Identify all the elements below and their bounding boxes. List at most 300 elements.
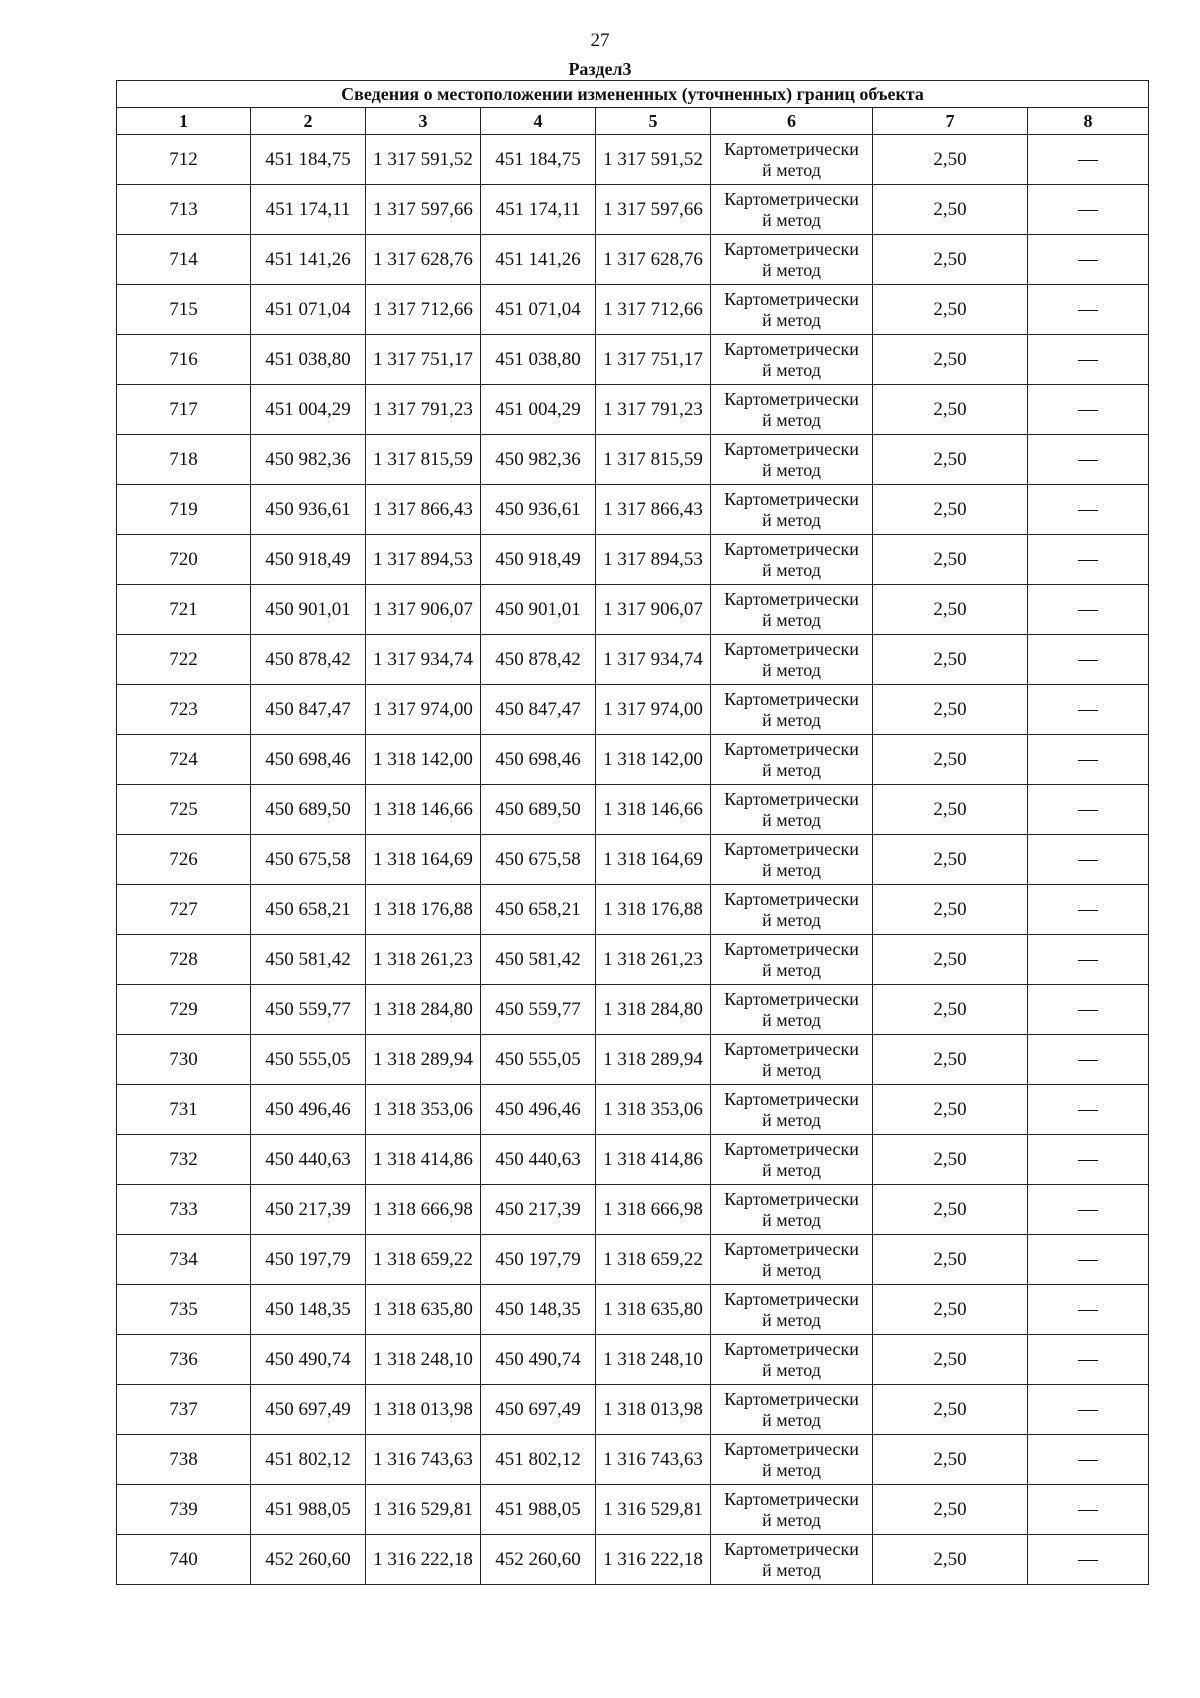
point-number-cell: 728 — [117, 935, 251, 985]
x-existing-cell: 450 148,35 — [251, 1285, 366, 1335]
method-cell — [711, 1285, 873, 1335]
method-line-1: Картометрически — [724, 788, 859, 809]
x-existing-cell: 450 878,42 — [251, 635, 366, 685]
description-cell: — — [1028, 935, 1149, 985]
method-line-2: й метод — [762, 459, 821, 480]
y-existing-cell: 1 317 628,76 — [366, 235, 481, 285]
method-cell — [711, 135, 873, 185]
method-cell — [711, 335, 873, 385]
y-refined-cell: 1 317 751,17 — [596, 335, 711, 385]
point-number-cell: 730 — [117, 1035, 251, 1085]
x-existing-cell: 450 918,49 — [251, 535, 366, 585]
table-title: Сведения о местоположении измененных (уточненных) границ объекта — [117, 81, 1149, 108]
point-number-cell: 737 — [117, 1385, 251, 1435]
description-cell: — — [1028, 235, 1149, 285]
method-line-2: й метод — [762, 159, 821, 180]
method-line-2: й метод — [762, 1209, 821, 1230]
x-existing-cell: 450 698,46 — [251, 735, 366, 785]
y-refined-cell: 1 317 591,52 — [596, 135, 711, 185]
y-refined-cell: 1 318 146,66 — [596, 785, 711, 835]
table-row — [117, 1135, 1149, 1185]
table-row — [117, 185, 1149, 235]
accuracy-cell: 2,50 — [873, 785, 1028, 835]
x-refined-cell: 451 184,75 — [481, 135, 596, 185]
x-refined-cell: 450 936,61 — [481, 485, 596, 535]
y-existing-cell: 1 318 284,80 — [366, 985, 481, 1035]
method-line-2: й метод — [762, 1059, 821, 1080]
accuracy-cell: 2,50 — [873, 385, 1028, 435]
coordinates-table — [116, 80, 1149, 1585]
method-line-2: й метод — [762, 859, 821, 880]
method-line-2: й метод — [762, 409, 821, 430]
method-cell — [711, 1485, 873, 1535]
description-cell: — — [1028, 385, 1149, 435]
y-existing-cell: 1 318 164,69 — [366, 835, 481, 885]
x-refined-cell: 450 697,49 — [481, 1385, 596, 1435]
table-row — [117, 685, 1149, 735]
x-existing-cell: 451 184,75 — [251, 135, 366, 185]
method-line-2: й метод — [762, 909, 821, 930]
description-cell: — — [1028, 785, 1149, 835]
y-refined-cell: 1 317 791,23 — [596, 385, 711, 435]
table-row — [117, 1085, 1149, 1135]
y-refined-cell: 1 318 353,06 — [596, 1085, 711, 1135]
x-existing-cell: 450 936,61 — [251, 485, 366, 535]
method-cell — [711, 1235, 873, 1285]
x-existing-cell: 450 675,58 — [251, 835, 366, 885]
y-refined-cell: 1 317 894,53 — [596, 535, 711, 585]
y-refined-cell: 1 318 289,94 — [596, 1035, 711, 1085]
method-line-2: й метод — [762, 809, 821, 830]
point-number-cell: 736 — [117, 1335, 251, 1385]
description-cell: — — [1028, 585, 1149, 635]
y-existing-cell: 1 318 414,86 — [366, 1135, 481, 1185]
method-cell — [711, 285, 873, 335]
point-number-cell: 729 — [117, 985, 251, 1035]
y-refined-cell: 1 318 261,23 — [596, 935, 711, 985]
point-number-cell: 738 — [117, 1435, 251, 1485]
x-existing-cell: 451 141,26 — [251, 235, 366, 285]
table-row — [117, 135, 1149, 185]
table-row — [117, 1435, 1149, 1485]
table-row — [117, 1035, 1149, 1085]
point-number-cell: 727 — [117, 885, 251, 935]
method-cell — [711, 1085, 873, 1135]
y-refined-cell: 1 317 974,00 — [596, 685, 711, 735]
x-existing-cell: 451 174,11 — [251, 185, 366, 235]
point-number-cell: 720 — [117, 535, 251, 585]
y-existing-cell: 1 318 142,00 — [366, 735, 481, 785]
x-existing-cell: 450 490,74 — [251, 1335, 366, 1385]
description-cell: — — [1028, 1485, 1149, 1535]
y-existing-cell: 1 316 529,81 — [366, 1485, 481, 1535]
description-cell: — — [1028, 1085, 1149, 1135]
description-cell: — — [1028, 1385, 1149, 1435]
method-line-2: й метод — [762, 1259, 821, 1280]
y-existing-cell: 1 318 353,06 — [366, 1085, 481, 1135]
point-number-cell: 740 — [117, 1535, 251, 1585]
point-number-cell: 722 — [117, 635, 251, 685]
y-existing-cell: 1 318 289,94 — [366, 1035, 481, 1085]
x-existing-cell: 450 197,79 — [251, 1235, 366, 1285]
description-cell: — — [1028, 735, 1149, 785]
accuracy-cell: 2,50 — [873, 285, 1028, 335]
description-cell: — — [1028, 1135, 1149, 1185]
point-number-cell: 733 — [117, 1185, 251, 1235]
method-line-1: Картометрически — [724, 1288, 859, 1309]
x-existing-cell: 451 071,04 — [251, 285, 366, 335]
method-line-1: Картометрически — [724, 238, 859, 259]
y-existing-cell: 1 317 751,17 — [366, 335, 481, 385]
method-cell — [711, 935, 873, 985]
y-refined-cell: 1 318 635,80 — [596, 1285, 711, 1335]
accuracy-cell: 2,50 — [873, 1235, 1028, 1285]
table-row — [117, 985, 1149, 1035]
table-row — [117, 235, 1149, 285]
accuracy-cell: 2,50 — [873, 685, 1028, 735]
x-existing-cell: 451 038,80 — [251, 335, 366, 385]
description-cell: — — [1028, 885, 1149, 935]
column-number: 5 — [596, 108, 711, 135]
point-number-cell: 713 — [117, 185, 251, 235]
column-number: 6 — [711, 108, 873, 135]
point-number-cell: 716 — [117, 335, 251, 385]
method-line-1: Картометрически — [724, 838, 859, 859]
y-refined-cell: 1 318 248,10 — [596, 1335, 711, 1385]
x-refined-cell: 451 071,04 — [481, 285, 596, 335]
table-row — [117, 435, 1149, 485]
description-cell: — — [1028, 1185, 1149, 1235]
x-refined-cell: 450 555,05 — [481, 1035, 596, 1085]
accuracy-cell: 2,50 — [873, 135, 1028, 185]
method-cell — [711, 535, 873, 585]
y-existing-cell: 1 318 013,98 — [366, 1385, 481, 1435]
accuracy-cell: 2,50 — [873, 485, 1028, 535]
accuracy-cell: 2,50 — [873, 435, 1028, 485]
x-existing-cell: 450 847,47 — [251, 685, 366, 735]
column-number: 8 — [1028, 108, 1149, 135]
accuracy-cell: 2,50 — [873, 1435, 1028, 1485]
x-existing-cell: 452 260,60 — [251, 1535, 366, 1585]
method-line-1: Картометрически — [724, 488, 859, 509]
description-cell: — — [1028, 1035, 1149, 1085]
x-refined-cell: 450 675,58 — [481, 835, 596, 885]
table-row — [117, 1385, 1149, 1435]
x-existing-cell: 450 697,49 — [251, 1385, 366, 1435]
method-cell — [711, 735, 873, 785]
y-existing-cell: 1 317 791,23 — [366, 385, 481, 435]
x-refined-cell: 450 918,49 — [481, 535, 596, 585]
method-cell — [711, 385, 873, 435]
point-number-cell: 719 — [117, 485, 251, 535]
x-refined-cell: 450 559,77 — [481, 985, 596, 1035]
method-line-1: Картометрически — [724, 1388, 859, 1409]
accuracy-cell: 2,50 — [873, 835, 1028, 885]
y-existing-cell: 1 317 712,66 — [366, 285, 481, 335]
y-existing-cell: 1 318 248,10 — [366, 1335, 481, 1385]
method-line-1: Картометрически — [724, 738, 859, 759]
x-refined-cell: 450 658,21 — [481, 885, 596, 935]
x-refined-cell: 450 878,42 — [481, 635, 596, 685]
y-refined-cell: 1 318 666,98 — [596, 1185, 711, 1235]
method-cell — [711, 435, 873, 485]
x-existing-cell: 450 217,39 — [251, 1185, 366, 1235]
description-cell: — — [1028, 685, 1149, 735]
accuracy-cell: 2,50 — [873, 1185, 1028, 1235]
accuracy-cell: 2,50 — [873, 985, 1028, 1035]
method-cell — [711, 1185, 873, 1235]
column-number: 2 — [251, 108, 366, 135]
column-number: 7 — [873, 108, 1028, 135]
accuracy-cell: 2,50 — [873, 1285, 1028, 1335]
method-cell — [711, 1535, 873, 1585]
accuracy-cell: 2,50 — [873, 1085, 1028, 1135]
x-existing-cell: 450 559,77 — [251, 985, 366, 1035]
method-line-1: Картометрически — [724, 538, 859, 559]
y-refined-cell: 1 318 013,98 — [596, 1385, 711, 1435]
y-existing-cell: 1 316 222,18 — [366, 1535, 481, 1585]
y-refined-cell: 1 318 164,69 — [596, 835, 711, 885]
description-cell: — — [1028, 635, 1149, 685]
accuracy-cell: 2,50 — [873, 1035, 1028, 1085]
point-number-cell: 712 — [117, 135, 251, 185]
x-existing-cell: 450 581,42 — [251, 935, 366, 985]
method-line-2: й метод — [762, 1509, 821, 1530]
method-line-1: Картометрически — [724, 1238, 859, 1259]
point-number-cell: 723 — [117, 685, 251, 735]
method-line-2: й метод — [762, 1159, 821, 1180]
y-refined-cell: 1 318 284,80 — [596, 985, 711, 1035]
x-existing-cell: 450 555,05 — [251, 1035, 366, 1085]
y-refined-cell: 1 317 906,07 — [596, 585, 711, 635]
method-line-2: й метод — [762, 1409, 821, 1430]
description-cell: — — [1028, 1285, 1149, 1335]
method-line-1: Картометрически — [724, 1038, 859, 1059]
x-refined-cell: 451 802,12 — [481, 1435, 596, 1485]
point-number-cell: 739 — [117, 1485, 251, 1535]
point-number-cell: 731 — [117, 1085, 251, 1135]
accuracy-cell: 2,50 — [873, 235, 1028, 285]
column-number: 4 — [481, 108, 596, 135]
method-line-1: Картометрически — [724, 1538, 859, 1559]
x-existing-cell: 450 658,21 — [251, 885, 366, 935]
table-row — [117, 835, 1149, 885]
y-refined-cell: 1 318 659,22 — [596, 1235, 711, 1285]
y-existing-cell: 1 318 176,88 — [366, 885, 481, 935]
point-number-cell: 718 — [117, 435, 251, 485]
method-line-2: й метод — [762, 609, 821, 630]
method-line-2: й метод — [762, 209, 821, 230]
method-line-1: Картометрически — [724, 288, 859, 309]
x-refined-cell: 450 689,50 — [481, 785, 596, 835]
table-row — [117, 385, 1149, 435]
page-number: 27 — [590, 30, 610, 51]
accuracy-cell: 2,50 — [873, 1335, 1028, 1385]
table-row — [117, 1285, 1149, 1335]
x-refined-cell: 451 004,29 — [481, 385, 596, 435]
description-cell: — — [1028, 835, 1149, 885]
accuracy-cell: 2,50 — [873, 185, 1028, 235]
description-cell: — — [1028, 535, 1149, 585]
method-cell — [711, 635, 873, 685]
description-cell: — — [1028, 185, 1149, 235]
method-line-1: Картометрически — [724, 588, 859, 609]
x-existing-cell: 450 982,36 — [251, 435, 366, 485]
point-number-cell: 721 — [117, 585, 251, 635]
y-existing-cell: 1 317 597,66 — [366, 185, 481, 235]
x-existing-cell: 450 496,46 — [251, 1085, 366, 1135]
table-row — [117, 535, 1149, 585]
description-cell: — — [1028, 285, 1149, 335]
table-row — [117, 1535, 1149, 1585]
method-line-1: Картометрически — [724, 988, 859, 1009]
x-existing-cell: 451 802,12 — [251, 1435, 366, 1485]
method-line-1: Картометрически — [724, 388, 859, 409]
y-existing-cell: 1 317 815,59 — [366, 435, 481, 485]
table-row — [117, 485, 1149, 535]
y-refined-cell: 1 316 743,63 — [596, 1435, 711, 1485]
point-number-cell: 715 — [117, 285, 251, 335]
method-cell — [711, 835, 873, 885]
method-line-1: Картометрически — [724, 188, 859, 209]
y-refined-cell: 1 317 712,66 — [596, 285, 711, 335]
description-cell: — — [1028, 985, 1149, 1035]
table-title-row — [117, 81, 1149, 108]
accuracy-cell: 2,50 — [873, 1535, 1028, 1585]
y-refined-cell: 1 317 866,43 — [596, 485, 711, 535]
x-existing-cell: 450 440,63 — [251, 1135, 366, 1185]
method-cell — [711, 985, 873, 1035]
point-number-cell: 726 — [117, 835, 251, 885]
x-existing-cell: 450 689,50 — [251, 785, 366, 835]
table-row — [117, 1235, 1149, 1285]
method-line-1: Картометрически — [724, 1138, 859, 1159]
method-cell — [711, 1335, 873, 1385]
method-cell — [711, 885, 873, 935]
y-existing-cell: 1 316 743,63 — [366, 1435, 481, 1485]
description-cell: — — [1028, 1435, 1149, 1485]
section-title: Раздел3 — [568, 59, 632, 79]
method-line-1: Картометрически — [724, 138, 859, 159]
accuracy-cell: 2,50 — [873, 535, 1028, 585]
method-line-1: Картометрически — [724, 688, 859, 709]
y-existing-cell: 1 317 974,00 — [366, 685, 481, 735]
y-refined-cell: 1 317 934,74 — [596, 635, 711, 685]
method-line-1: Картометрически — [724, 638, 859, 659]
method-cell — [711, 585, 873, 635]
table-row — [117, 335, 1149, 385]
table-row — [117, 1485, 1149, 1535]
method-line-1: Картометрически — [724, 1338, 859, 1359]
x-refined-cell: 450 440,63 — [481, 1135, 596, 1185]
method-cell — [711, 1385, 873, 1435]
method-line-1: Картометрически — [724, 1488, 859, 1509]
method-line-2: й метод — [762, 259, 821, 280]
table-body — [117, 135, 1149, 1585]
x-refined-cell: 450 847,47 — [481, 685, 596, 735]
y-refined-cell: 1 318 142,00 — [596, 735, 711, 785]
table-row — [117, 1185, 1149, 1235]
column-number-row — [117, 108, 1149, 135]
method-line-1: Картометрически — [724, 338, 859, 359]
method-line-1: Картометрически — [724, 888, 859, 909]
y-refined-cell: 1 317 628,76 — [596, 235, 711, 285]
accuracy-cell: 2,50 — [873, 885, 1028, 935]
y-existing-cell: 1 317 591,52 — [366, 135, 481, 185]
y-refined-cell: 1 318 414,86 — [596, 1135, 711, 1185]
y-existing-cell: 1 317 934,74 — [366, 635, 481, 685]
x-refined-cell: 450 148,35 — [481, 1285, 596, 1335]
description-cell: — — [1028, 1335, 1149, 1385]
y-existing-cell: 1 318 146,66 — [366, 785, 481, 835]
y-refined-cell: 1 316 529,81 — [596, 1485, 711, 1535]
table-row — [117, 885, 1149, 935]
x-refined-cell: 451 038,80 — [481, 335, 596, 385]
x-existing-cell: 451 988,05 — [251, 1485, 366, 1535]
table-row — [117, 285, 1149, 335]
point-number-cell: 714 — [117, 235, 251, 285]
description-cell: — — [1028, 435, 1149, 485]
point-number-cell: 735 — [117, 1285, 251, 1335]
accuracy-cell: 2,50 — [873, 335, 1028, 385]
table-row — [117, 785, 1149, 835]
x-refined-cell: 452 260,60 — [481, 1535, 596, 1585]
x-refined-cell: 450 197,79 — [481, 1235, 596, 1285]
method-line-2: й метод — [762, 559, 821, 580]
x-refined-cell: 450 217,39 — [481, 1185, 596, 1235]
method-line-2: й метод — [762, 1559, 821, 1580]
x-refined-cell: 450 982,36 — [481, 435, 596, 485]
method-cell — [711, 1035, 873, 1085]
method-line-2: й метод — [762, 1459, 821, 1480]
method-line-2: й метод — [762, 1309, 821, 1330]
table-row — [117, 585, 1149, 635]
method-line-1: Картометрически — [724, 1088, 859, 1109]
accuracy-cell: 2,50 — [873, 735, 1028, 785]
x-refined-cell: 450 496,46 — [481, 1085, 596, 1135]
table-row — [117, 1335, 1149, 1385]
table-row — [117, 735, 1149, 785]
description-cell: — — [1028, 1235, 1149, 1285]
x-refined-cell: 450 490,74 — [481, 1335, 596, 1385]
table-row — [117, 935, 1149, 985]
method-line-2: й метод — [762, 959, 821, 980]
x-refined-cell: 450 901,01 — [481, 585, 596, 635]
accuracy-cell: 2,50 — [873, 635, 1028, 685]
point-number-cell: 717 — [117, 385, 251, 435]
method-line-2: й метод — [762, 759, 821, 780]
y-refined-cell: 1 316 222,18 — [596, 1535, 711, 1585]
point-number-cell: 725 — [117, 785, 251, 835]
point-number-cell: 734 — [117, 1235, 251, 1285]
column-number: 3 — [366, 108, 481, 135]
y-existing-cell: 1 317 906,07 — [366, 585, 481, 635]
point-number-cell: 732 — [117, 1135, 251, 1185]
method-cell — [711, 785, 873, 835]
y-existing-cell: 1 317 894,53 — [366, 535, 481, 585]
method-line-2: й метод — [762, 1009, 821, 1030]
method-line-1: Картометрически — [724, 938, 859, 959]
table-row — [117, 635, 1149, 685]
description-cell: — — [1028, 335, 1149, 385]
x-existing-cell: 450 901,01 — [251, 585, 366, 635]
method-line-2: й метод — [762, 1109, 821, 1130]
method-cell — [711, 1135, 873, 1185]
y-refined-cell: 1 318 176,88 — [596, 885, 711, 935]
method-line-2: й метод — [762, 659, 821, 680]
method-cell — [711, 1435, 873, 1485]
x-existing-cell: 451 004,29 — [251, 385, 366, 435]
